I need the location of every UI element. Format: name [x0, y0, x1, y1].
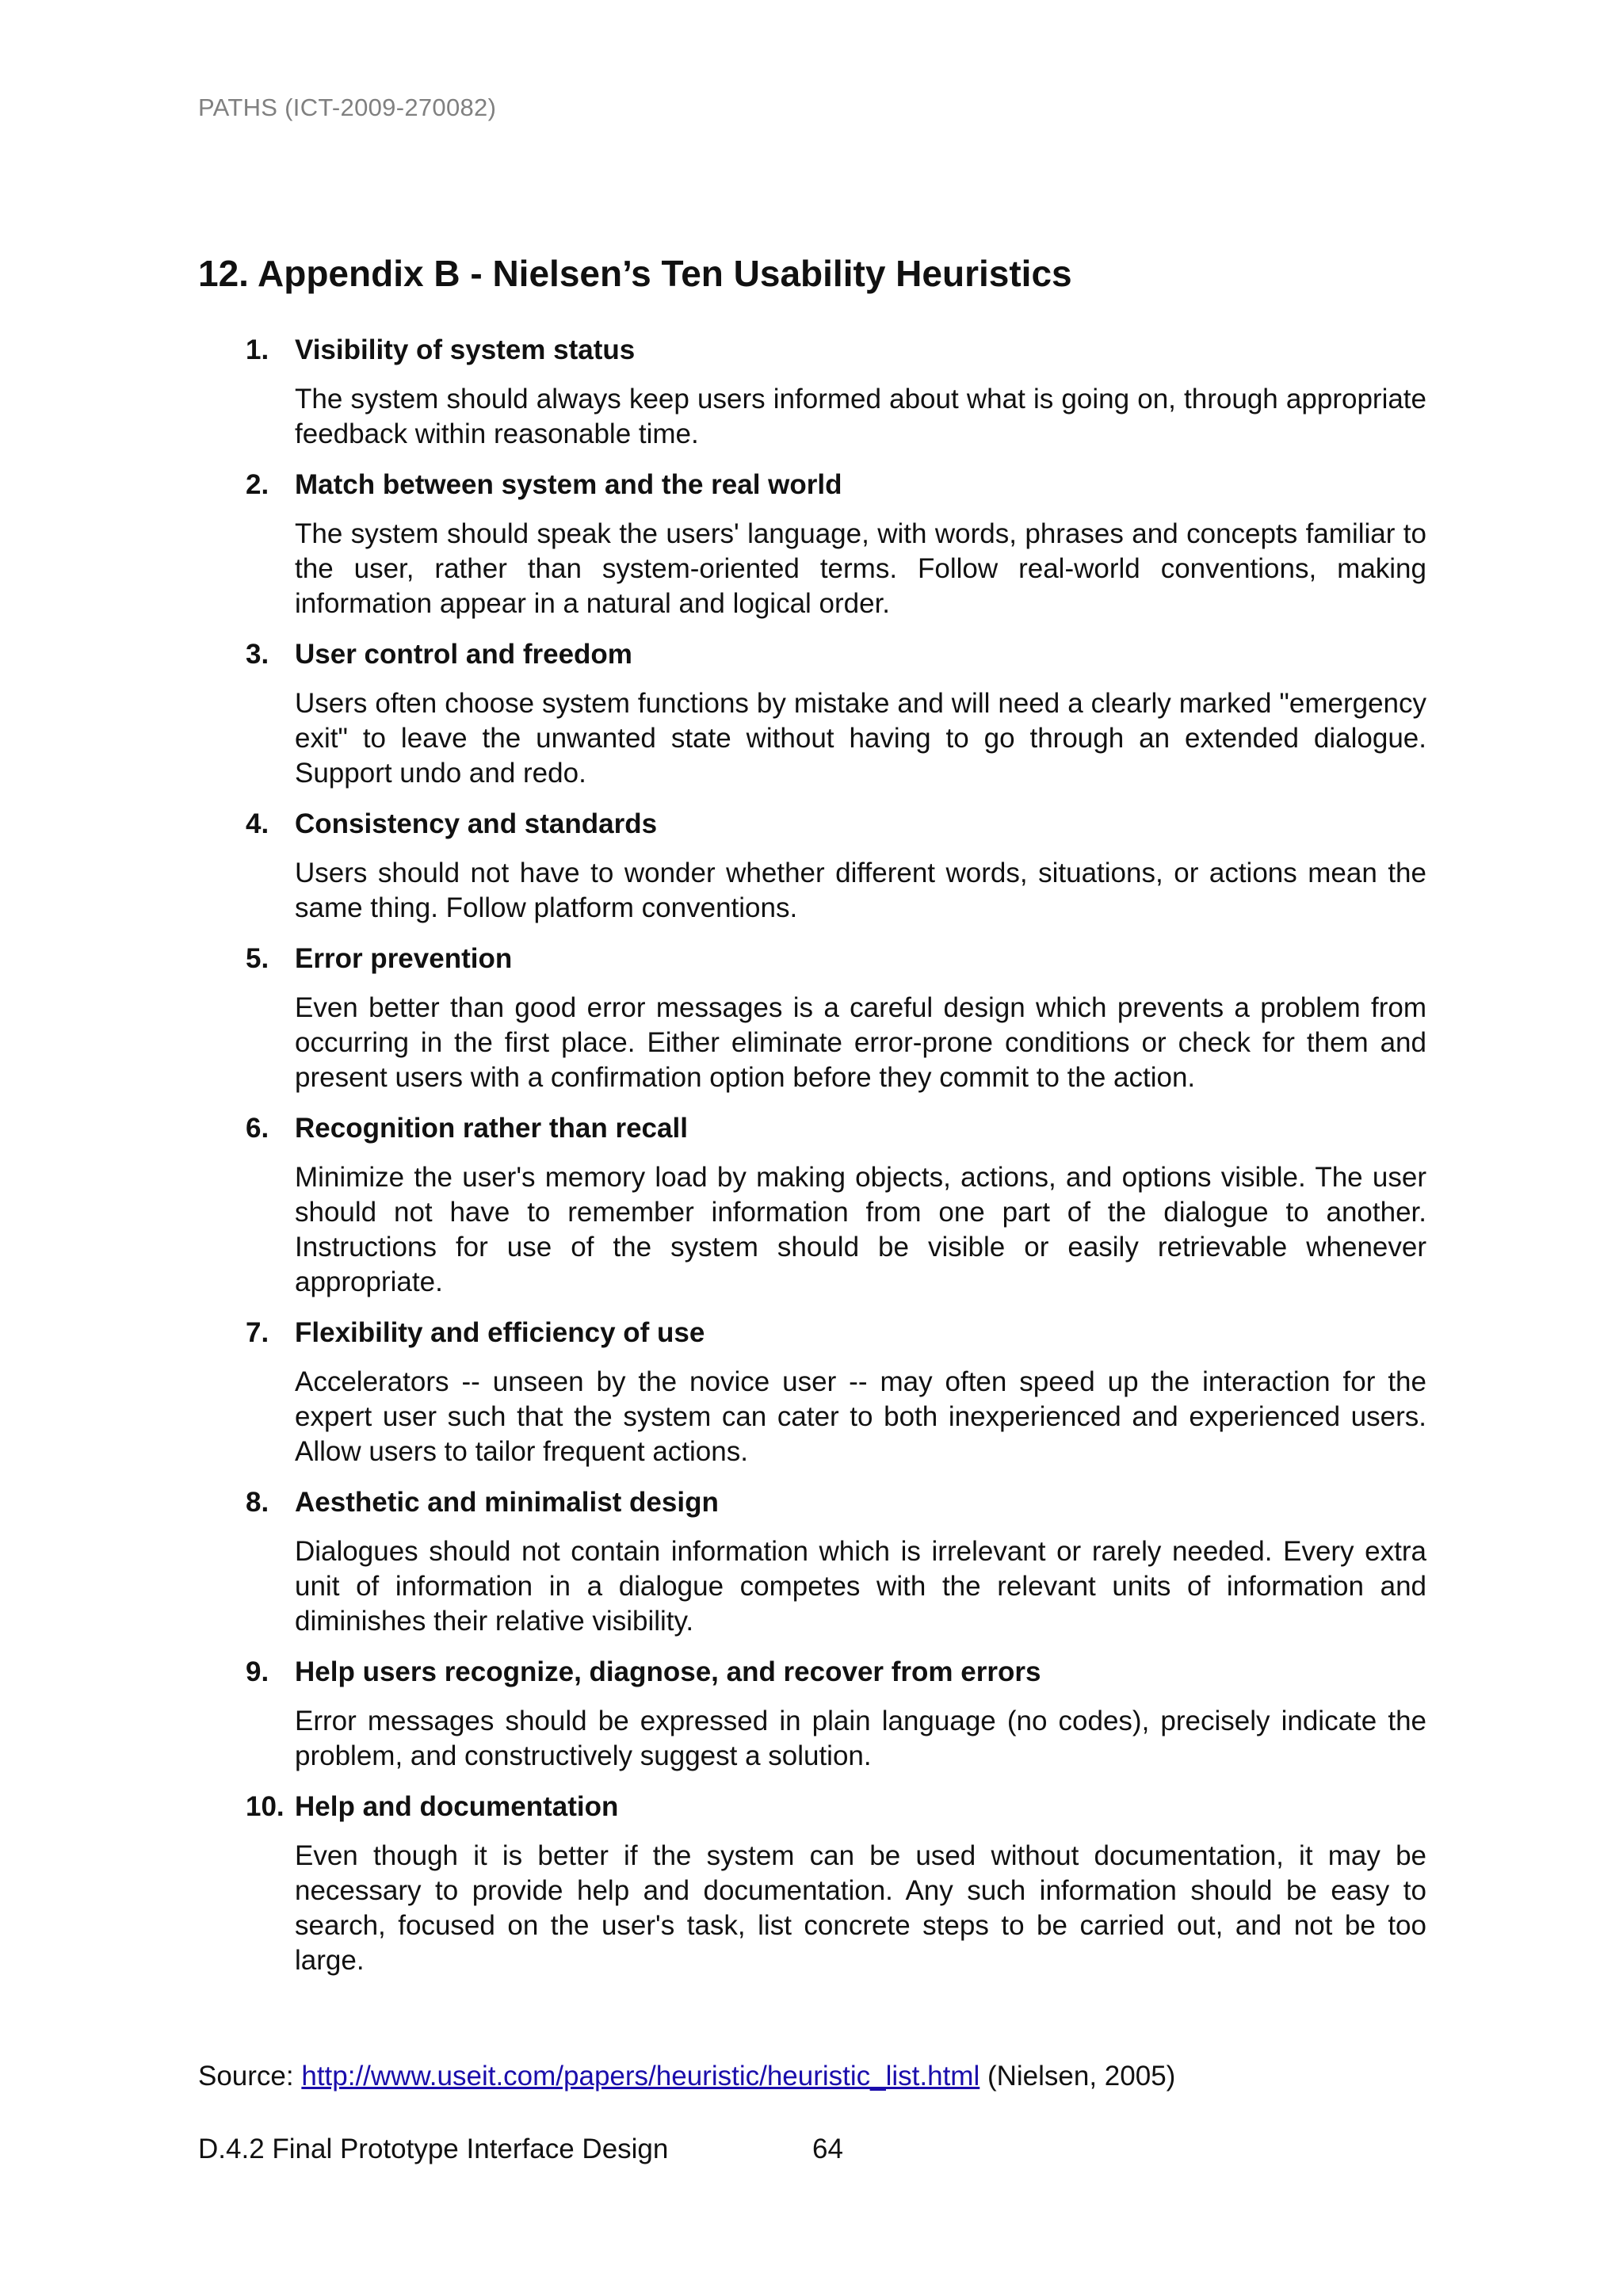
heuristic-description: Accelerators -- unseen by the novice user -- may often speed up the interaction for the expert user such that the system can cater to both inexperienced and experienced users. Allow users to tailor frequent actions. [295, 1366, 1426, 1467]
heuristic-item [198, 1790, 1426, 1978]
heuristic-title: Match between system and the real world [295, 469, 842, 500]
heuristic-heading [198, 807, 1426, 842]
heuristic-heading [198, 1655, 1426, 1690]
heuristic-heading [198, 468, 1426, 502]
heuristic-item [198, 942, 1426, 1095]
heuristic-number: 5. [246, 943, 269, 974]
heuristic-description: Users should not have to wonder whether different words, situations, or actions mean the same thing. Follow platform conventions. [295, 858, 1426, 923]
heuristic-heading [198, 942, 1426, 976]
heuristic-description: Even better than good error messages is a careful design which prevents a problem from occurring in the first place. Either eliminate error-prone conditions or check for them and present users with a confirmation option before they commit to the action. [295, 992, 1426, 1093]
heuristic-description: Dialogues should not contain information which is irrelevant or rarely needed. Every extra unit of information in a dialogue competes with the relevant units of information and diminishes their relative visibility. [295, 1536, 1426, 1637]
heuristic-item [198, 1655, 1426, 1774]
heuristic-description: Even though it is better if the system can be used without documentation, it may be necessary to provide help and documentation. Any such information should be easy to search, focused on the user's task, list concrete steps to be carried out, and not be too large. [295, 1840, 1426, 1976]
source-prefix: Source: [198, 2061, 302, 2092]
heuristic-heading [198, 333, 1426, 368]
heuristic-heading [198, 637, 1426, 672]
heuristic-title: Help users recognize, diagnose, and recover from errors [295, 1656, 1041, 1687]
heuristic-heading [198, 1485, 1426, 1520]
heuristic-number: 6. [246, 1113, 269, 1144]
heuristic-item [198, 637, 1426, 791]
heuristic-heading [198, 1111, 1426, 1146]
heuristic-number: 7. [246, 1317, 269, 1348]
running-header: PATHS (ICT-2009-270082) [198, 94, 497, 121]
footer-page-number: 64 [812, 2134, 843, 2164]
heuristic-number: 3. [246, 639, 269, 670]
heuristic-number: 2. [246, 469, 269, 500]
heuristic-title: Error prevention [295, 943, 513, 974]
appendix-title: 12. Appendix B - Nielsen’s Ten Usability Heuristics [198, 253, 1072, 294]
page-footer [198, 2132, 843, 2167]
heuristic-item [198, 1316, 1426, 1469]
heuristic-item [198, 807, 1426, 926]
heuristic-heading [198, 1790, 1426, 1824]
heuristic-item [198, 1485, 1426, 1639]
source-link[interactable]: http://www.useit.com/papers/heuristic/heuristic_list.html [301, 2061, 980, 2092]
heuristic-number: 4. [246, 808, 269, 839]
heuristic-description: Error messages should be expressed in plain language (no codes), precisely indicate the problem, and constructively suggest a solution. [295, 1706, 1426, 1771]
source-suffix: (Nielsen, 2005) [980, 2061, 1176, 2092]
heuristic-list [198, 333, 1426, 1994]
heuristic-number: 9. [246, 1656, 269, 1687]
heuristic-title: Consistency and standards [295, 808, 658, 839]
heuristic-title: Help and documentation [295, 1791, 619, 1822]
heuristic-title: Flexibility and efficiency of use [295, 1317, 705, 1348]
heuristic-title: User control and freedom [295, 639, 632, 670]
heuristic-number: 1. [246, 334, 269, 365]
heuristic-item [198, 333, 1426, 452]
heuristic-item [198, 468, 1426, 621]
heuristic-description: Minimize the user's memory load by making objects, actions, and options visible. The user should not have to remember information from one part of the dialogue to another. Instructions for use of the system should be visible or easily retrievable whenever appropriate. [295, 1162, 1426, 1297]
heuristic-description: Users often choose system functions by mistake and will need a clearly marked "emergency exit" to leave the unwanted state without having to go through an extended dialogue. Support undo and redo. [295, 688, 1426, 789]
heuristic-title: Aesthetic and minimalist design [295, 1487, 719, 1518]
heuristic-heading [198, 1316, 1426, 1350]
heuristic-item [198, 1111, 1426, 1300]
heuristic-number: 10. [246, 1791, 285, 1822]
heuristic-title: Recognition rather than recall [295, 1113, 688, 1144]
heuristic-description: The system should speak the users' language, with words, phrases and concepts familiar to the user, rather than system-oriented terms. Follow real-world conventions, making information appear in a natural and logical order. [295, 518, 1426, 619]
heuristic-title: Visibility of system status [295, 334, 636, 365]
heuristic-number: 8. [246, 1487, 269, 1518]
source-citation [198, 2059, 1175, 2094]
heuristic-description: The system should always keep users informed about what is going on, through appropriate feedback within reasonable time. [295, 384, 1426, 449]
footer-document-title: D.4.2 Final Prototype Interface Design [198, 2134, 669, 2164]
